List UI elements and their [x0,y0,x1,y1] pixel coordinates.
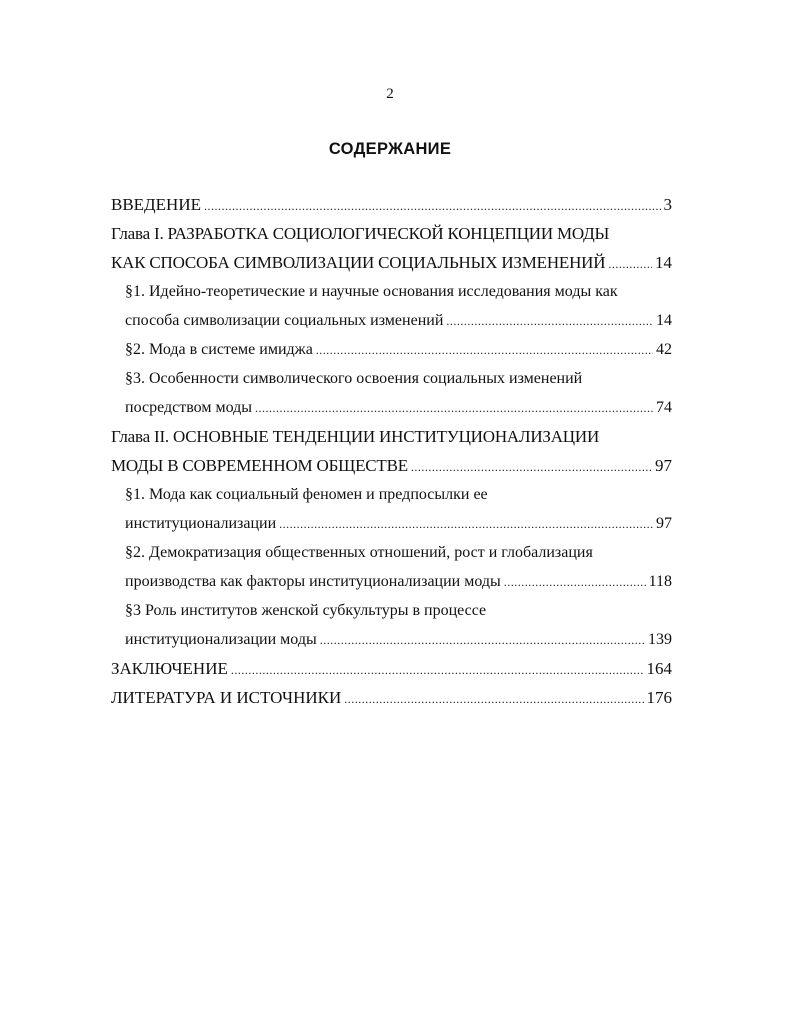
toc-entry-page: 3 [663,195,672,214]
toc-section-2-3[interactable] [111,596,672,625]
dot-leader [231,656,644,685]
toc-entry-text: производства как факторы институционализации моды [125,573,501,590]
toc-section-2-3-cont[interactable] [111,625,672,654]
toc-entry-text: §1. Идейно-теоретические и научные основания исследования моды как [125,283,618,300]
dot-leader [320,626,645,655]
toc-chapter-2-heading-cont[interactable] [111,451,672,480]
toc-entry-text: Глава I. РАЗРАБОТКА СОЦИОЛОГИЧЕСКОЙ КОНЦЕПЦИИ МОДЫ [111,224,610,243]
dot-leader [316,336,653,365]
toc-entry-references[interactable] [111,683,672,712]
toc-entry-text: КАК СПОСОБА СИМВОЛИЗАЦИИ СОЦИАЛЬНЫХ ИЗМЕНЕНИЙ [111,253,606,272]
toc-entry-conclusion[interactable] [111,654,672,683]
dot-leader [411,453,652,482]
toc-entry-text: §3. Особенности символического освоения социальных изменений [125,370,583,387]
toc-entry-text: §3 Роль институтов женской субкультуры в процессе [125,602,487,619]
dot-leader [204,192,661,221]
toc-entry-page: 97 [655,456,672,475]
toc-entry-text: §2. Демократизация общественных отношений, рост и глобализация [125,544,593,561]
toc-entry-text: Глава II. ОСНОВНЫЕ ТЕНДЕНЦИИ ИНСТИТУЦИОНАЛИЗАЦИИ [111,427,600,446]
toc-entry-text: §2. Мода в системе имиджа [125,341,313,358]
toc-entry-page: 97 [656,515,672,532]
toc-entry-text: МОДЫ В СОВРЕМЕННОМ ОБЩЕСТВЕ [111,456,408,475]
toc-section-2-1[interactable] [111,480,672,509]
toc-entry-introduction[interactable] [111,190,672,219]
toc-entry-text: способа символизации социальных изменений [125,312,444,329]
toc-entry-text: посредством моды [125,399,253,416]
toc-section-1-2[interactable] [111,335,672,364]
dot-leader [504,568,646,597]
toc-section-1-1-cont[interactable] [111,306,672,335]
toc-entry-text: ЗАКЛЮЧЕНИЕ [111,659,228,678]
toc-section-2-2[interactable] [111,538,672,567]
toc-entry-text: ВВЕДЕНИЕ [111,195,201,214]
dot-leader [608,250,652,279]
toc-entry-page: 164 [646,659,672,678]
toc-entry-text: институционализации моды [125,631,317,648]
dot-leader [255,394,653,423]
toc-section-1-1[interactable] [111,277,672,306]
toc-title: СОДЕРЖАНИЕ [328,140,452,158]
toc-entry-page: 42 [656,341,672,358]
toc-entry-page: 14 [655,253,672,272]
toc-section-1-3[interactable] [111,364,672,393]
dot-leader [344,685,643,714]
page-number: 2 [386,86,394,102]
dot-leader [279,510,653,539]
toc-entry-text: институционализации [125,515,277,532]
toc-section-2-1-cont[interactable] [111,509,672,538]
toc-chapter-2-heading[interactable] [111,422,672,451]
toc-entry-text: §1. Мода как социальный феномен и предпосылки ее [125,486,488,503]
toc-section-2-2-cont[interactable] [111,567,672,596]
toc-entry-page: 118 [648,573,672,590]
toc-entry-page: 74 [656,399,672,416]
dot-leader [446,307,653,336]
toc-entry-page: 139 [648,631,672,648]
table-of-contents [111,190,672,712]
toc-entry-page: 176 [646,688,672,707]
toc-entry-page: 14 [656,312,672,329]
toc-chapter-1-heading-cont[interactable] [111,248,672,277]
toc-chapter-1-heading[interactable] [111,219,672,248]
toc-entry-text: ЛИТЕРАТУРА И ИСТОЧНИКИ [111,688,342,707]
toc-section-1-3-cont[interactable] [111,393,672,422]
